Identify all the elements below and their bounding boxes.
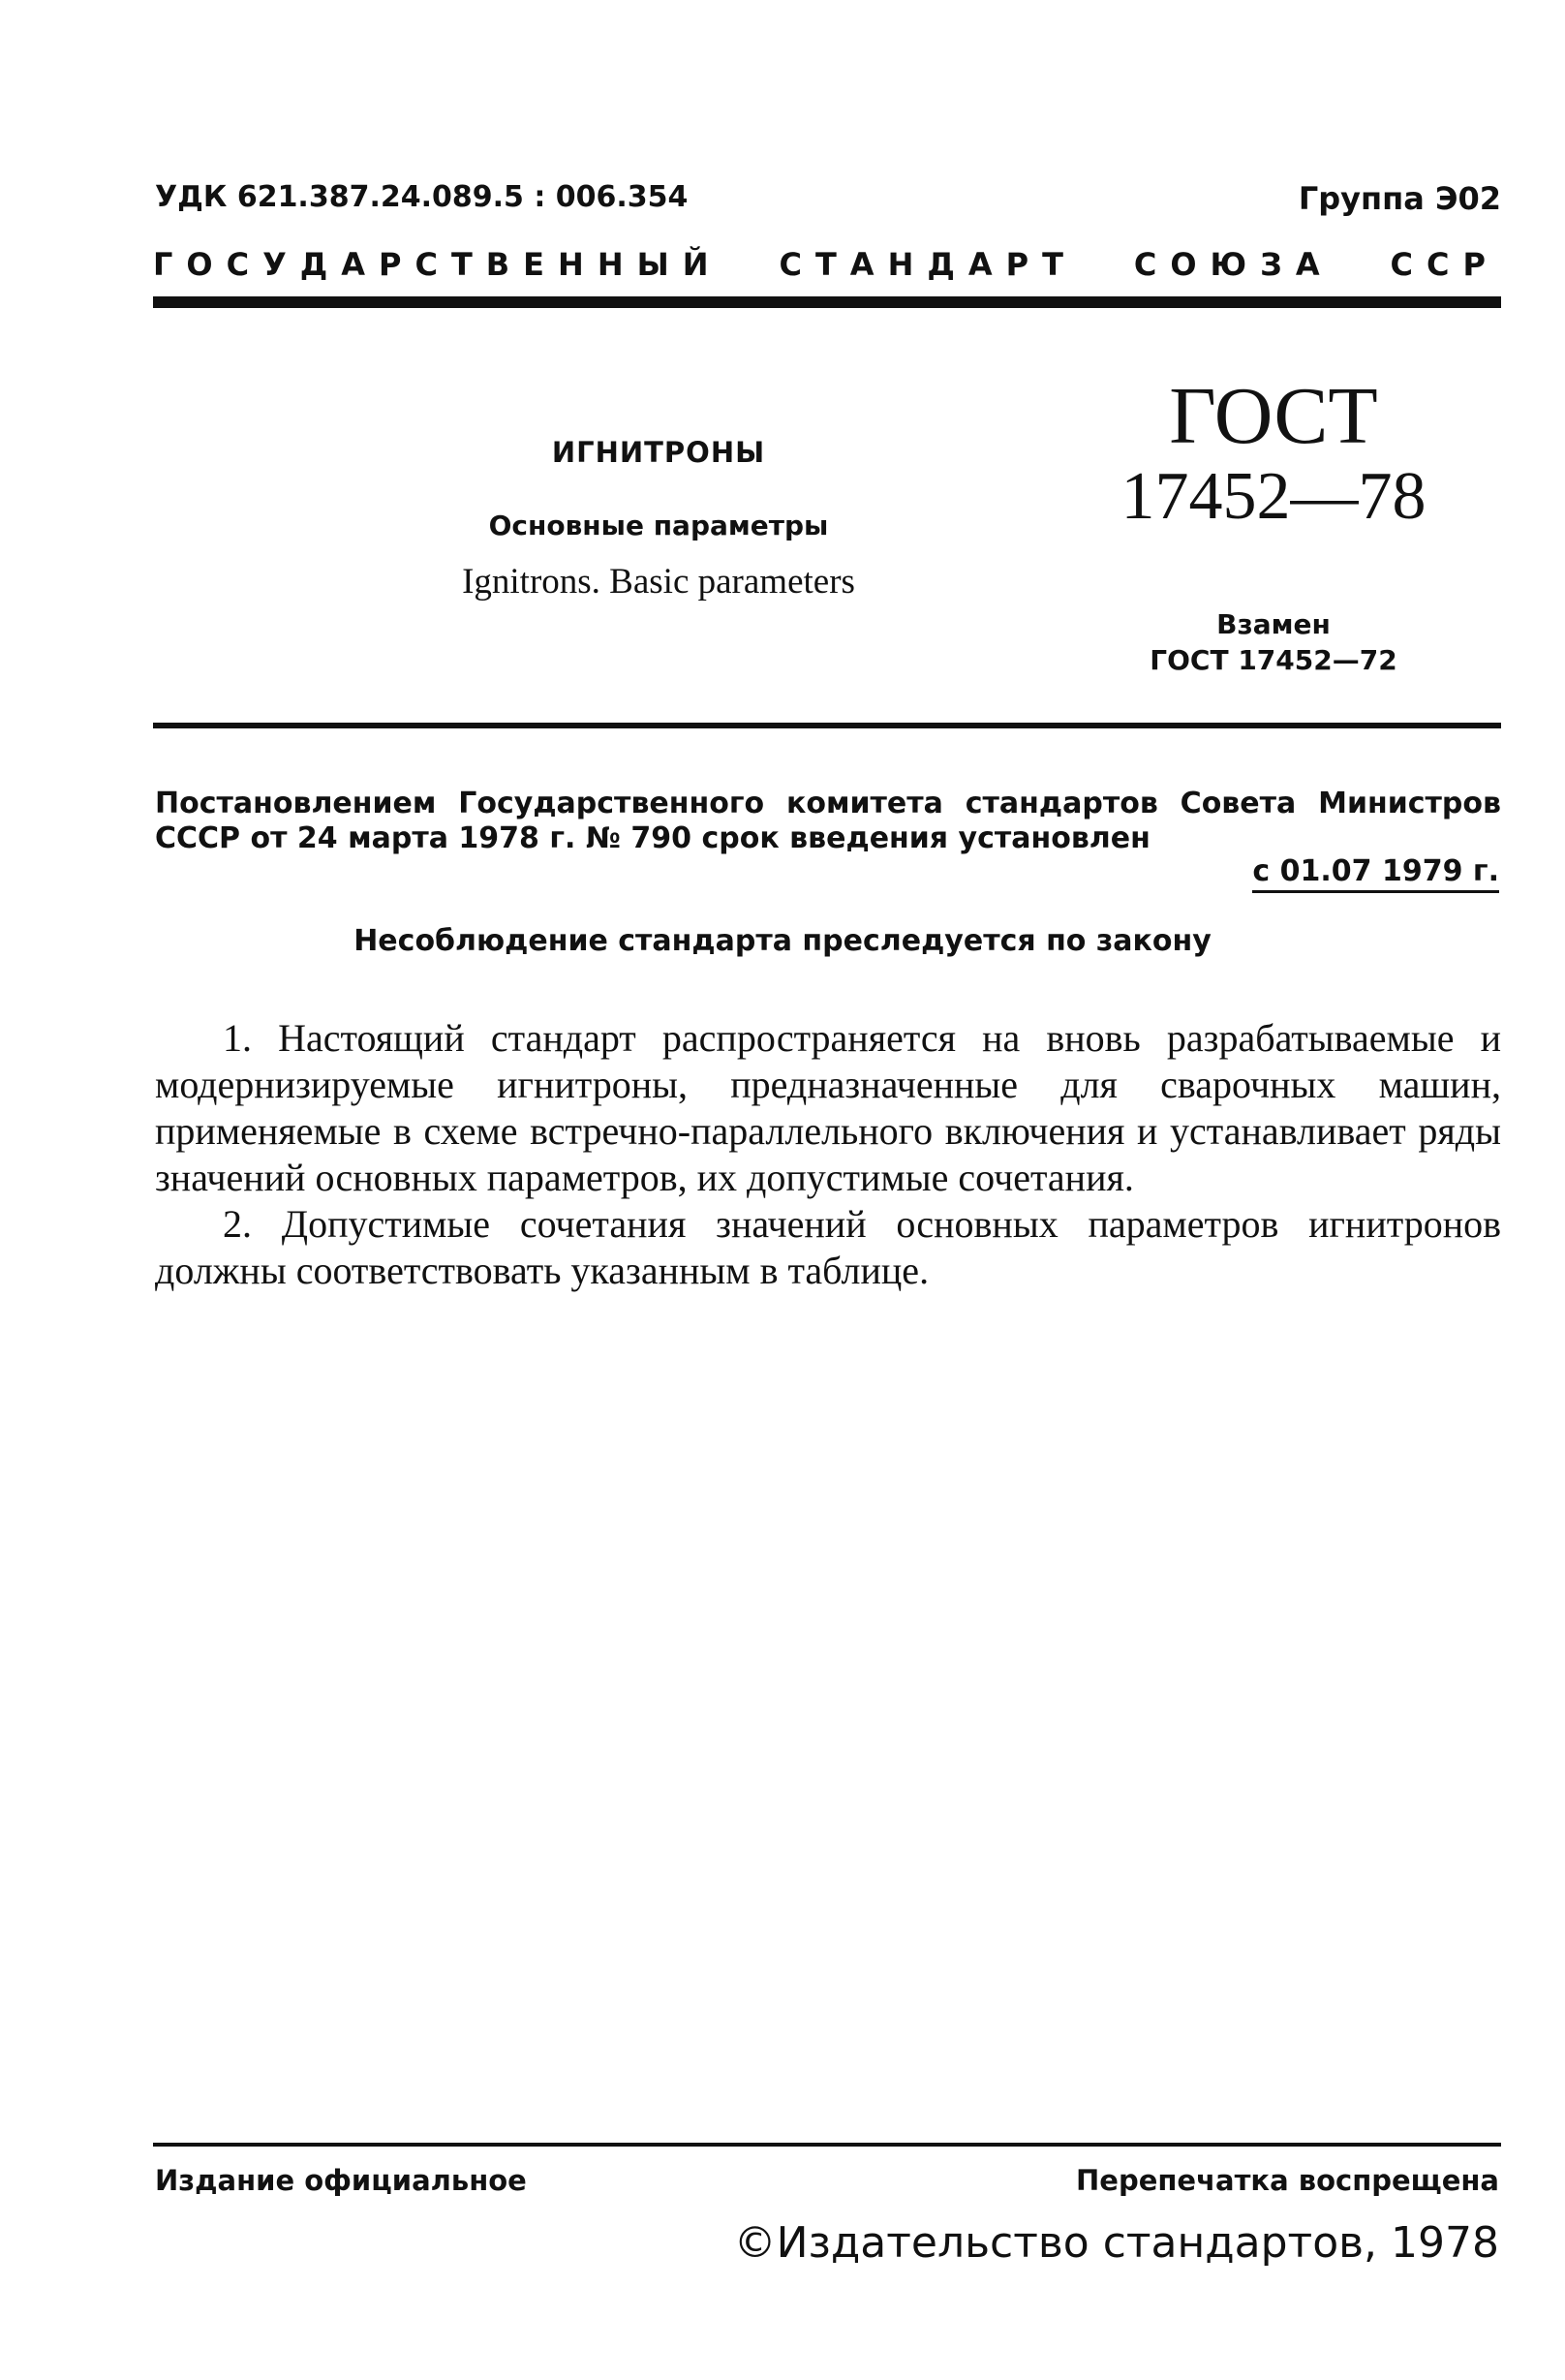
body-text bbox=[155, 1015, 1501, 1294]
decree-text: Постановлением Государственного комитета стандартов Совета Министров СССР от 24 марта 1978 г. № 790 срок введения установлен bbox=[155, 787, 1501, 855]
standard-banner bbox=[153, 246, 1499, 283]
designation-block bbox=[1094, 371, 1453, 676]
header-thick-rule bbox=[153, 296, 1501, 308]
reprint-prohibited-label: Перепечатка воспрещена bbox=[1076, 2164, 1499, 2197]
banner-word-4: ССР bbox=[1390, 246, 1499, 283]
footer-rule bbox=[153, 2143, 1501, 2147]
official-edition-label: Издание официальное bbox=[155, 2164, 527, 2197]
replaces-label: Взамен bbox=[1216, 608, 1331, 640]
document-title: ИГНИТРОНЫ bbox=[551, 436, 766, 469]
title-block bbox=[387, 436, 930, 603]
replaces-number: ГОСТ 17452—72 bbox=[1150, 644, 1397, 676]
paragraph-2: 2. Допустимые сочетания значений основных параметров игнитронов должны соответствовать указанным в таблице. bbox=[155, 1202, 1501, 1292]
banner-word-3: СОЮЗА bbox=[1133, 246, 1334, 283]
udc-code: УДК 621.387.24.089.5 : 006.354 bbox=[155, 180, 689, 214]
group-code: Группа Э02 bbox=[1298, 180, 1501, 217]
gost-number: 17452—78 bbox=[1120, 459, 1427, 534]
english-title: Ignitrons. Basic parameters bbox=[462, 562, 855, 602]
title-separator-rule bbox=[153, 723, 1501, 728]
copyright-notice: ©Издательство стандартов, 1978 bbox=[733, 2218, 1499, 2268]
gost-word: ГОСТ bbox=[1169, 371, 1378, 461]
banner-word-2: СТАНДАРТ bbox=[779, 246, 1077, 283]
document-subtitle: Основные параметры bbox=[488, 510, 829, 541]
banner-word-1: ГОСУДАРСТВЕННЫЙ bbox=[153, 246, 722, 283]
paragraph-1: 1. Настоящий стандарт распространяется на вновь разрабатываемые и модернизируемые игнитроны, предназначенные для сварочных машин, применяемые в схеме встречно-параллельного включения и устанавливает ряды значений основных параметров, их допустимые сочетания. bbox=[155, 1016, 1501, 1199]
legal-notice: Несоблюдение стандарта преследуется по закону bbox=[353, 924, 1212, 958]
effective-date: с 01.07 1979 г. bbox=[1252, 854, 1499, 893]
